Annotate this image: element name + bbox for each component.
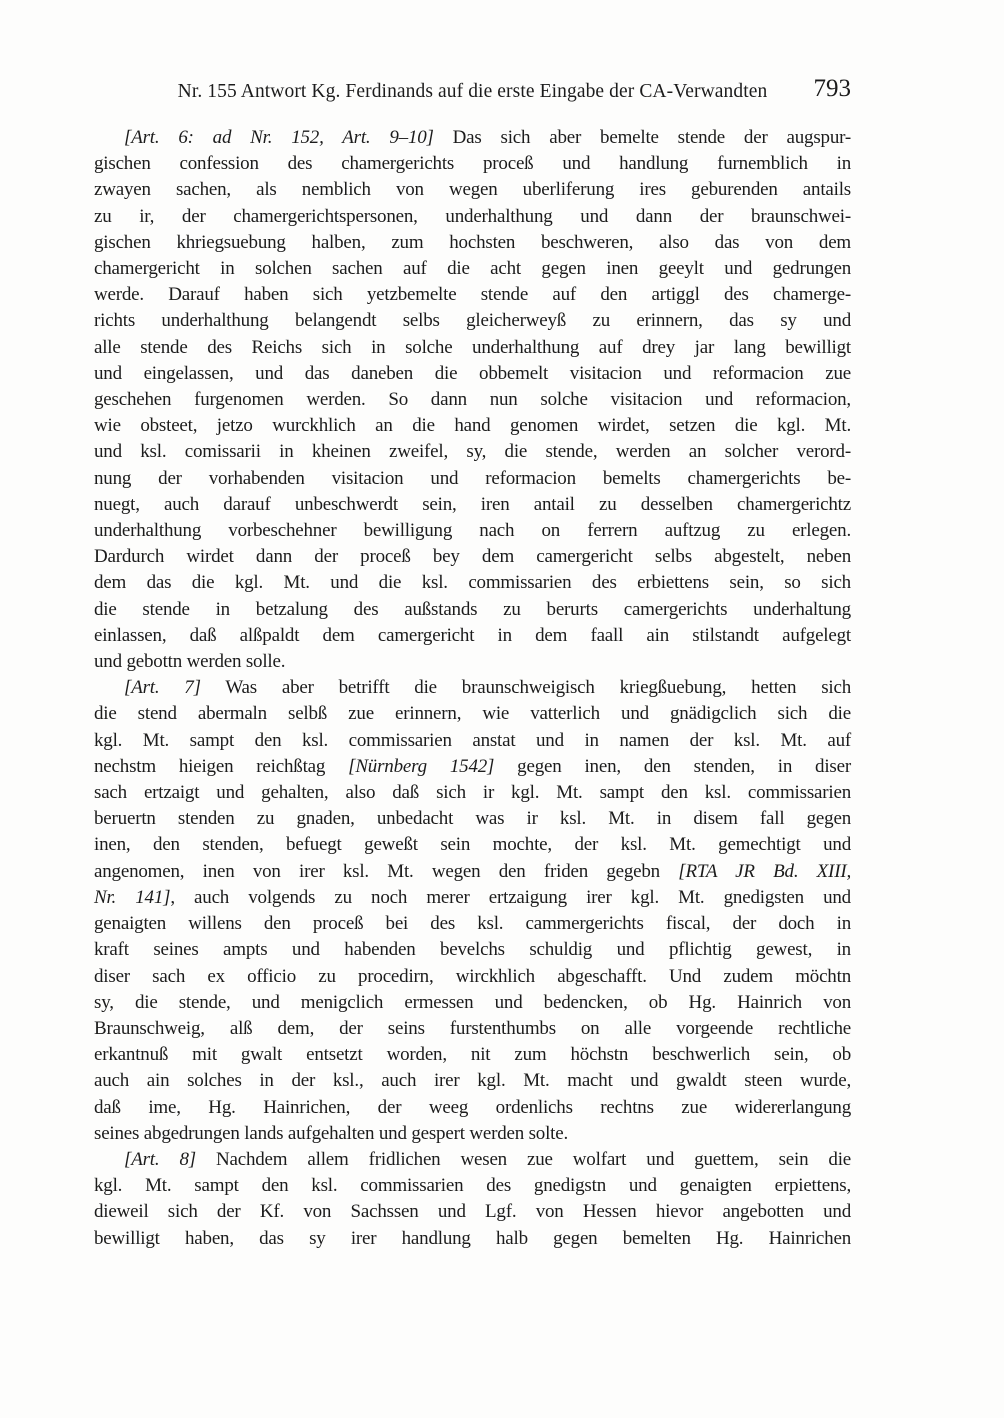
- text-line: kgl. Mt. sampt den ksl. commissarien des gnedigstn und genaigten erpiettens,: [94, 1175, 851, 1197]
- text-line: geschehen furgenomen werden. So dann nun solche visitacion und reformacion,: [94, 389, 851, 411]
- text-line: die stend abermaln selbß zue erinnern, wie vatterlich und gnädigclich sich die: [94, 703, 851, 725]
- text-line: Nr. 141], auch volgends zu noch merer ertzaigung irer kgl. Mt. gnedigsten und: [94, 886, 851, 908]
- text-line: angenomen, inen von irer ksl. Mt. wegen den friden gegebn [RTA JR Bd. XIII,: [94, 860, 851, 882]
- text-line: nung der vorhabenden visitacion und reformacion bemelts chamergerichts be-: [94, 467, 851, 489]
- document-body: [94, 125, 851, 1252]
- text-line: nechstm hieigen reichßtag [Nürnberg 1542] gegen inen, den stenden, in diser: [94, 755, 851, 777]
- text-line: werde. Darauf haben sich yetzbemelte stende auf den artiggl des chamerge-: [94, 284, 851, 306]
- text-line: gischen khriegsuebung halben, zum hochsten beschweren, also das von dem: [94, 231, 851, 253]
- text-line: und eingelassen, und das daneben die obbemelt visitacion und reformacion zue: [94, 362, 851, 384]
- paragraph: [94, 125, 851, 675]
- text-line: kgl. Mt. sampt den ksl. commissarien anstat und in namen der ksl. Mt. auf: [94, 729, 851, 751]
- text-line: daß ime, Hg. Hainrichen, der weeg ordenlichs rechtns zue widererlangung: [94, 1096, 851, 1118]
- paragraph: [94, 675, 851, 1147]
- text-line: richts underhalthung belangendt selbs gleicherweyß zu erinnern, das sy und: [94, 310, 851, 332]
- paragraph: [94, 1147, 851, 1252]
- text-line: kraft seines ampts und habenden bevelchs schuldig und pflichtig gewest, in: [94, 939, 851, 961]
- page-number: 793: [813, 75, 851, 102]
- header-title: Nr. 155 Antwort Kg. Ferdinands auf die erste Eingabe der CA-Verwandten: [177, 81, 768, 102]
- text-line: [Art. 6: ad Nr. 152, Art. 9–10] Das sich aber bemelte stende der augspur-: [124, 127, 851, 148]
- text-line: auch ain solches in der ksl., auch irer kgl. Mt. macht und gwaldt steen wurde,: [94, 1070, 851, 1092]
- text-line: genaigten willens den proceß bei des ksl. cammergerichts fiscal, der doch in: [94, 913, 851, 935]
- text-line: nuegt, auch darauf unbeschwerdt sein, iren antail zu desselben chamergerichtz: [94, 493, 851, 515]
- text-line: sy, die stende, und menigclich ermessen und bedencken, ob Hg. Hainrich von: [94, 991, 851, 1013]
- text-line: dieweil sich der Kf. von Sachssen und Lgf. von Hessen hievor angebotten und: [94, 1201, 851, 1223]
- text-line: alle stende des Reichs sich in solche underhalthung auf drey jar lang bewilligt: [94, 336, 851, 358]
- text-line: [Art. 8] Nachdem allem fridlichen wesen zue wolfart und guettem, sein die: [124, 1148, 852, 1170]
- text-line: [Art. 7] Was aber betrifft die braunschweigisch kriegßuebung, hetten sich: [124, 677, 851, 699]
- text-column: [94, 75, 852, 1252]
- text-line: seines abgedrungen lands aufgehalten und gespert werden solte.: [94, 1122, 569, 1144]
- text-line: gischen confession des chamergerichts proceß und handlung furnemblich in: [94, 153, 851, 175]
- text-line: bewilligt haben, das sy irer handlung halb gegen bemelten Hg. Hainrichen: [94, 1227, 851, 1249]
- text-line: sach ertzaigt und gehalten, also daß sich ir kgl. Mt. sampt den ksl. commissarien: [94, 782, 851, 804]
- text-line: inen, den stenden, befuegt geweßt sein mochte, der ksl. Mt. gemechtigt und: [94, 834, 851, 856]
- text-line: einlassen, daß alßpaldt dem camergericht in dem faall ain stilstandt aufgelegt: [94, 624, 851, 646]
- text-line: dem das die kgl. Mt. und die ksl. commissarien des erbiettens sein, so sich: [94, 572, 851, 594]
- text-line: die stende in betzalung des außstands zu berurts camergerichts underhaltung: [94, 598, 851, 620]
- text-line: wie obsteet, jetzo wurckhlich an die hand genomen wirdet, setzen die kgl. Mt.: [94, 415, 851, 437]
- text-line: Dardurch wirdet dann der proceß bey dem camergericht selbs abgestelt, neben: [94, 546, 851, 568]
- text-line: beruertn stenden zu gnaden, unbedacht was ir ksl. Mt. in disem fall gegen: [94, 808, 851, 830]
- text-line: zu ir, der chamergerichtspersonen, underhalthung und dann der braunschwei-: [94, 205, 851, 227]
- text-line: Braunschweig, alß dem, der seins furstenthumbs on alle vorgeende rechtliche: [94, 1017, 851, 1039]
- text-line: chamergericht in solchen sachen auf die acht gegen inen geeylt und gedrungen: [94, 258, 851, 280]
- running-header: [94, 75, 851, 108]
- text-line: zwayen sachen, als nemblich von wegen uberliferung ires geburenden antails: [94, 179, 851, 201]
- text-line: und gebottn werden solle.: [94, 651, 286, 673]
- text-line: und ksl. comissarii in kheinen zweifel, sy, die stende, werden an solcher verord-: [94, 441, 851, 463]
- text-line: erkantnuß mit gwalt entsetzt worden, nit zum höchstn beschwerlich sein, ob: [94, 1044, 851, 1066]
- text-line: underhalthung vorbeschehner bewilligung nach on ferrern auftzug zu erlegen.: [94, 520, 851, 542]
- text-line: diser sach ex officio zu procedirn, wirckhlich abgeschafft. Und zudem möchtn: [94, 965, 851, 987]
